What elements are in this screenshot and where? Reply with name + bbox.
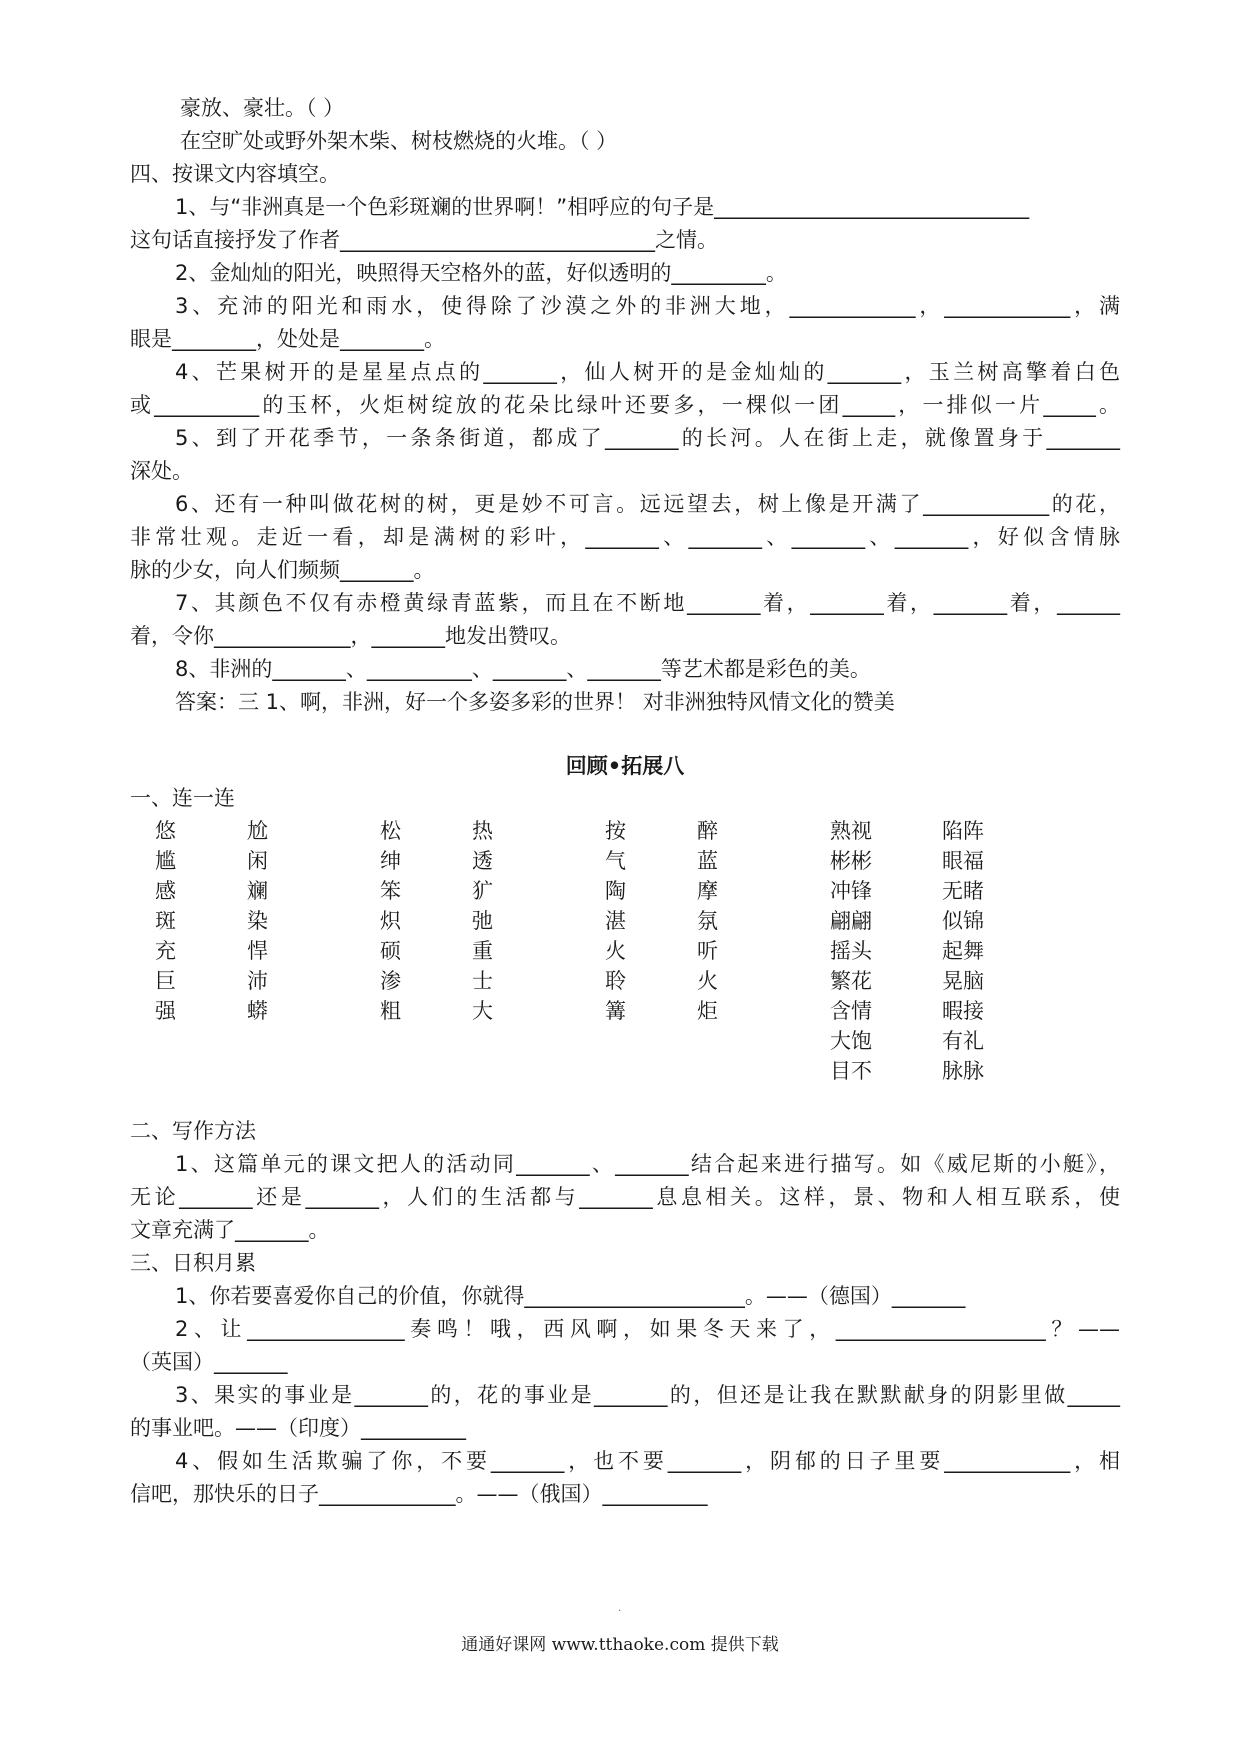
text-line: 4、芒果树开的是星星点点的_______，仙人树开的是金灿灿的_______，玉兰树高擎着白色 [175, 360, 1120, 384]
worksheet-page [130, 92, 1120, 1511]
match-word[interactable]: 冲锋 [830, 879, 872, 903]
matching-grid [130, 815, 1120, 1115]
text-line: 6、还有一种叫做花树的树，更是妙不可言。远远望去，树上像是开满了____________的花， [175, 492, 1120, 516]
match-word[interactable]: 大 [472, 999, 493, 1023]
match-word[interactable]: 似锦 [942, 909, 984, 933]
match-word[interactable]: 晃脑 [942, 969, 984, 993]
match-word[interactable]: 透 [472, 849, 493, 873]
text-line: 脉的少女，向人们频频_______。 [130, 558, 435, 582]
text-line: 5、到了开花季节，一条条街道，都成了_______的长河。人在街上走，就像置身于_______ [175, 426, 1120, 450]
match-word[interactable]: 犷 [472, 879, 493, 903]
text-line: 四、按课文内容填空。 [130, 162, 340, 186]
footer-credit: 通通好课网 www.tthaoke.com 提供下载 [461, 1635, 779, 1655]
match-word[interactable]: 悠 [155, 819, 176, 843]
fill-in-section [130, 92, 1120, 719]
match-word[interactable]: 大饱 [830, 1029, 872, 1053]
text-line: 信吧，那快乐的日子_____________。——（俄国）__________ [130, 1482, 708, 1506]
match-word[interactable]: 闲 [247, 849, 268, 873]
match-word[interactable]: 火 [605, 939, 626, 963]
match-word[interactable]: 弛 [472, 909, 493, 933]
match-word[interactable]: 含情 [830, 999, 872, 1023]
match-word[interactable]: 斓 [247, 879, 268, 903]
match-word[interactable]: 重 [472, 939, 493, 963]
text-line: 1、与“非洲真是一个色彩斑斓的世界啊！”相呼应的句子是______________________________ [175, 195, 1030, 219]
match-word[interactable]: 目不 [830, 1059, 872, 1083]
match-word[interactable]: 充 [155, 939, 176, 963]
match-word[interactable]: 陷阵 [942, 819, 984, 843]
match-word[interactable]: 尴 [155, 849, 176, 873]
match-word[interactable]: 摩 [697, 879, 718, 903]
match-word[interactable]: 摇头 [830, 939, 872, 963]
match-word[interactable]: 染 [247, 909, 268, 933]
text-line: 2、让_______________奏鸣！哦，西风啊，如果冬天来了，____________________？—— [175, 1317, 1120, 1341]
text-line: 这句话直接抒发了作者______________________________之情。 [130, 228, 718, 252]
match-word[interactable]: 粗 [380, 999, 401, 1023]
match-word[interactable]: 热 [472, 819, 493, 843]
match-word[interactable]: 醉 [697, 819, 718, 843]
spacer [130, 719, 1120, 749]
match-word[interactable]: 熟视 [830, 819, 872, 843]
text-line: 或__________的玉杯，火炬树绽放的花朵比绿叶还要多，一棵似一团_____，一排似一片_____。 [130, 393, 1120, 417]
text-line: 文章充满了_______。 [130, 1218, 330, 1242]
text-line: 答案：三 1、啊，非洲，好一个多姿多彩的世界！ 对非洲独特风情文化的赞美 [175, 690, 895, 714]
text-line: 的事业吧。——（印度）__________ [130, 1416, 466, 1440]
text-line: 3、充沛的阳光和雨水，使得除了沙漠之外的非洲大地，____________，____________，满 [175, 294, 1120, 318]
match-word[interactable]: 尬 [247, 819, 268, 843]
match-word[interactable]: 硕 [380, 939, 401, 963]
text-line: 眼是________，处处是________。 [130, 327, 445, 351]
match-word[interactable]: 强 [155, 999, 176, 1023]
match-word[interactable]: 繁花 [830, 969, 872, 993]
match-word[interactable]: 火 [697, 969, 718, 993]
match-word[interactable]: 气 [605, 849, 626, 873]
section-title: 回顾•拓展八 [565, 753, 685, 778]
text-line: 1、这篇单元的课文把人的活动同_______、_______结合起来进行描写。如《威尼斯的小艇》， [175, 1152, 1120, 1176]
match-word[interactable]: 感 [155, 879, 176, 903]
match-word[interactable]: 起舞 [942, 939, 984, 963]
match-word[interactable]: 眼福 [942, 849, 984, 873]
text-line: 深处。 [130, 459, 193, 483]
match-word[interactable]: 蓝 [697, 849, 718, 873]
match-word[interactable]: 翩翩 [830, 909, 872, 933]
text-line: 8、非洲的_______、__________、_______、_______等艺术都是彩色的美。 [175, 657, 871, 681]
match-word[interactable]: 聆 [605, 969, 626, 993]
match-word[interactable]: 脉脉 [942, 1059, 984, 1083]
match-word[interactable]: 湛 [605, 909, 626, 933]
match-word[interactable]: 笨 [380, 879, 401, 903]
match-word[interactable]: 听 [697, 939, 718, 963]
footer-dot: . [618, 1603, 622, 1614]
match-word[interactable]: 渗 [380, 969, 401, 993]
match-word[interactable]: 炽 [380, 909, 401, 933]
match-word[interactable]: 士 [472, 969, 493, 993]
text-line: 非常壮观。走近一看，却是满树的彩叶，_______、_______、_______、_______，好似含情脉 [130, 525, 1120, 549]
text-line: 1、你若要喜爱你自己的价值，你就得_____________________。——（德国）_______ [175, 1284, 966, 1308]
match-word[interactable]: 暇接 [942, 999, 984, 1023]
text-line: 着，令你_____________，_______地发出赞叹。 [130, 624, 571, 648]
match-word[interactable]: 炬 [697, 999, 718, 1023]
text-line: 在空旷处或野外架木柴、树枝燃烧的火堆。（ ） [180, 129, 618, 153]
text-line: 3、果实的事业是_______的，花的事业是_______的，但还是让我在默默献身的阴影里做_____ [175, 1383, 1120, 1407]
text-line: 三、日积月累 [130, 1251, 256, 1275]
match-word[interactable]: 彬彬 [830, 849, 872, 873]
text-line: 二、写作方法 [130, 1119, 256, 1143]
match-word[interactable]: 蟒 [247, 999, 268, 1023]
match-word[interactable]: 沛 [247, 969, 268, 993]
match-word[interactable]: 巨 [155, 969, 176, 993]
text-line: 豪放、豪壮。（ ） [180, 96, 345, 120]
match-word[interactable]: 松 [380, 819, 401, 843]
text-line: 4、假如生活欺骗了你，不要_______，也不要_______，阴郁的日子里要____________，相 [175, 1449, 1120, 1473]
text-line: 无论_______还是_______，人们的生活都与_______息息相关。这样，景、物和人相互联系，使 [130, 1185, 1120, 1209]
match-word[interactable]: 斑 [155, 909, 176, 933]
match-word[interactable]: 有礼 [942, 1029, 984, 1053]
match-word[interactable]: 篝 [605, 999, 626, 1023]
writing-and-accumulation-section [130, 1115, 1120, 1511]
text-line: （英国）_______ [130, 1350, 288, 1374]
match-word[interactable]: 绅 [380, 849, 401, 873]
match-word[interactable]: 氛 [697, 909, 718, 933]
text-line: 2、金灿灿的阳光，映照得天空格外的蓝，好似透明的_________。 [175, 261, 787, 285]
match-word[interactable]: 悍 [247, 939, 268, 963]
text-line: 7、其颜色不仅有赤橙黄绿青蓝紫，而且在不断地_______着，_______着，_______着，______ [175, 591, 1120, 615]
match-word[interactable]: 陶 [605, 879, 626, 903]
match-word[interactable]: 无睹 [942, 879, 984, 903]
match-word[interactable]: 按 [605, 819, 626, 843]
matching-heading: 一、连一连 [130, 786, 235, 810]
